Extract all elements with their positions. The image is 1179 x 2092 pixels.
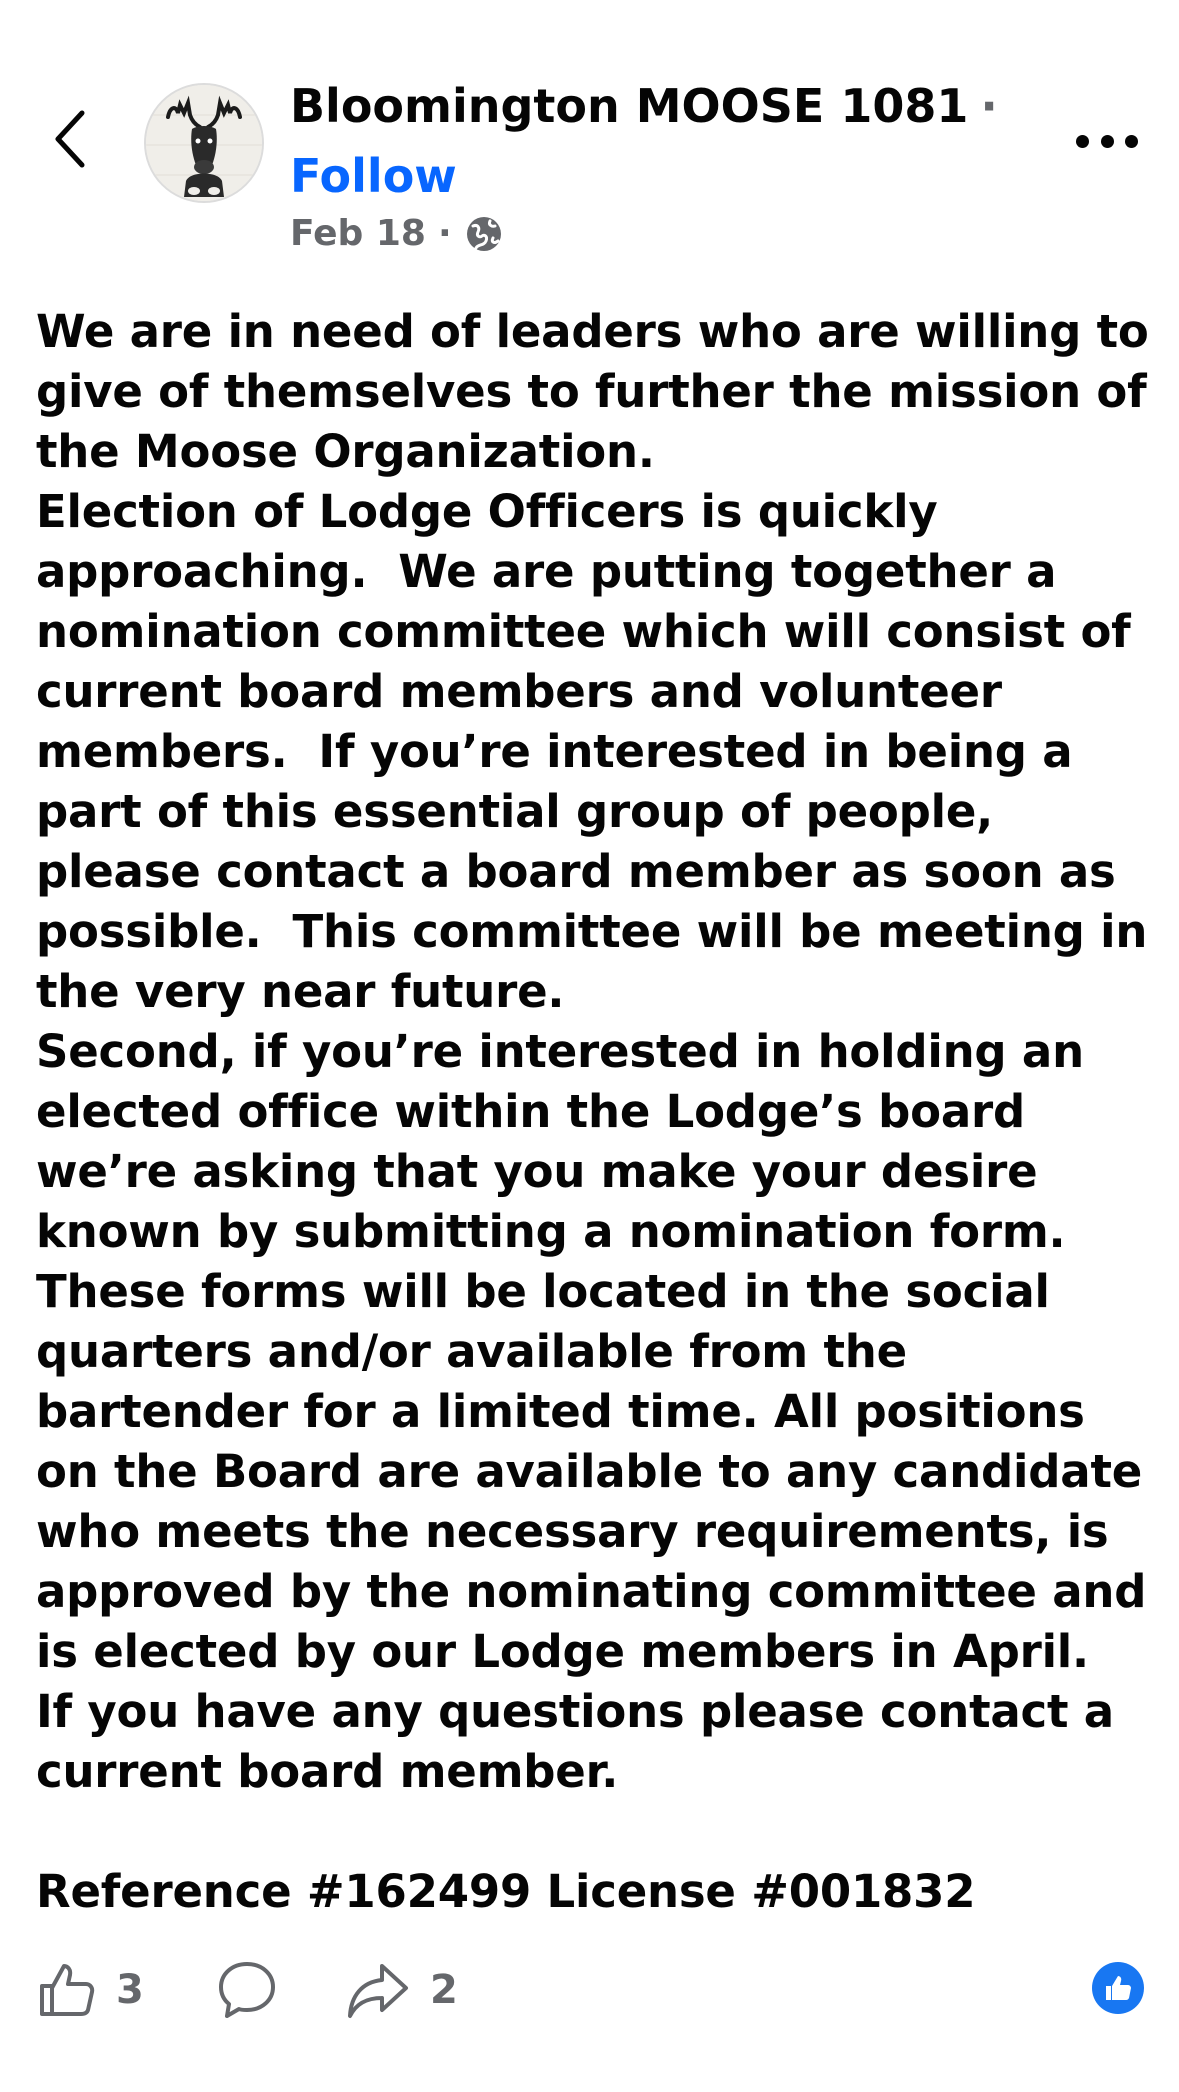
page-avatar[interactable] xyxy=(144,83,264,203)
more-horizontal-icon-dot xyxy=(1101,135,1114,148)
share-count: 2 xyxy=(430,1967,458,2013)
name-separator: · xyxy=(980,79,998,133)
moose-logo-icon xyxy=(146,85,262,201)
like-button[interactable] xyxy=(36,1945,144,2035)
meta-separator: · xyxy=(437,213,452,254)
post-date[interactable]: Feb 18 xyxy=(290,213,426,254)
page-name-line xyxy=(290,76,998,136)
thumbs-up-icon xyxy=(36,1960,96,2020)
more-horizontal-icon-dot xyxy=(1125,135,1138,148)
like-reaction-icon xyxy=(1103,1973,1133,2003)
like-count: 3 xyxy=(116,1967,144,2013)
post-header xyxy=(0,0,1179,280)
chevron-left-icon xyxy=(52,109,86,169)
share-button[interactable] xyxy=(346,1945,458,2035)
comment-icon xyxy=(216,1959,278,2021)
like-reaction-badge[interactable] xyxy=(1092,1962,1144,2014)
post-meta xyxy=(290,212,504,256)
share-icon xyxy=(346,1960,410,2020)
more-horizontal-icon-dot xyxy=(1076,135,1089,148)
globe-icon xyxy=(464,214,504,254)
back-button[interactable] xyxy=(44,104,94,174)
post-actions-bar xyxy=(0,1945,1179,2035)
more-options-button[interactable] xyxy=(1076,126,1138,156)
follow-button[interactable]: Follow xyxy=(290,149,457,203)
comment-button[interactable] xyxy=(216,1945,278,2035)
page-name[interactable]: Bloomington MOOSE 1081 xyxy=(290,79,969,133)
post-text: We are in need of leaders who are willing to give of themselves to further the mission of the Moose Organization. Election of Lodge Officers is quickly approaching. We are putting together a nomination committee which will consist of current board members and volunteer members. If you’re interested in being a part of this essential group of people, please contact a board member as soon as possible. This committee will be meeting in the very near future. Second, if you’re interested in holding an elected office within the Lodge’s board we’re asking that you make your desire known by submitting a nomination form. These forms will be located in the social quarters and/or available from the bartender for a limited time. All positions on the Board are available to any candidate who meets the necessary requirements, is approved by the nominating committee and is elected by our Lodge members in April. If you have any questions please contact a current board member. Reference #162499 License #001832 xyxy=(36,305,1149,1918)
